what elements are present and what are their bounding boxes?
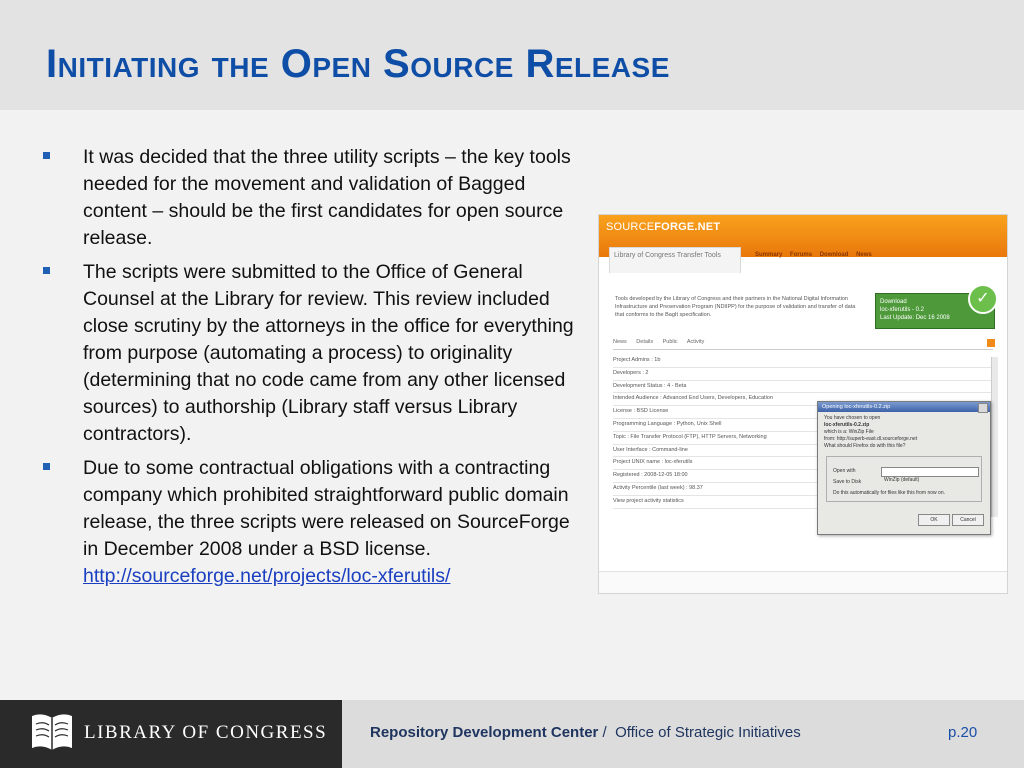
detail-row: Development Status : 4 - Beta: [613, 381, 991, 394]
open-file-dialog: [817, 401, 991, 535]
slide-title: Initiating the Open Source Release: [46, 42, 670, 86]
logo-suffix: FORGE.NET: [654, 221, 721, 233]
detail-row: License : BSD License: [613, 406, 991, 419]
rss-icon: [987, 339, 995, 347]
bullet-square-icon: [43, 267, 50, 274]
app-select: [881, 467, 979, 483]
detail-row: Topic : File Transfer Protocol (FTP), HTTP Servers, Networking: [613, 432, 991, 445]
dialog-question: What should Firefox do with this file?: [824, 443, 906, 449]
detail-tabs: [613, 339, 993, 350]
tab-activity: Activity: [686, 339, 705, 345]
footer-separator: /: [598, 724, 616, 741]
download-text: [880, 298, 950, 322]
nav-news: News: [856, 252, 872, 258]
project-title: Library of Congress Transfer Tools: [609, 247, 741, 273]
detail-row: Project Admins : 1b: [613, 355, 991, 368]
footer-center: [370, 724, 801, 741]
library-wordmark: [84, 722, 327, 744]
close-icon: [978, 403, 988, 413]
detail-row: View project activity statistics: [613, 496, 991, 509]
nav-download: Download: [819, 252, 849, 258]
checkmark-icon: ✓: [968, 284, 998, 314]
dialog-chosen: You have chosen to open: [824, 415, 881, 421]
org-name: LIBRARY OF CONGRESS: [84, 722, 328, 743]
detail-row: Project UNIX name : loc-xferutils: [613, 457, 991, 470]
detail-row: Intended Audience : Advanced End Users, Developers, Education: [613, 393, 991, 406]
footer-center-rest: Office of Strategic Initiatives: [615, 724, 801, 741]
project-description: Tools developed by the Library of Congress and their partners in the National Digital Information Infrastructure and Preservation Program (NDIIPP) for the purpose of validation and transfer of data that conforms to the BagIt specification.: [615, 296, 856, 318]
download-box: [875, 290, 995, 329]
screenshot-footer: [599, 571, 1007, 594]
detail-row: Programming Language : Python, Unix Shell: [613, 419, 991, 432]
sourceforge-link[interactable]: http://sourceforge.net/projects/loc-xferutils/: [83, 565, 451, 587]
detail-row: Developers : 2: [613, 368, 991, 381]
save-label: Save to Disk: [833, 479, 862, 485]
download-label: Download: [880, 299, 907, 305]
dialog-body: [818, 412, 990, 453]
detail-row: Registered : 2008-12-05 18:00: [613, 470, 991, 483]
nav-forums: Forums: [790, 252, 813, 258]
app-select-value: WinZip (default): [884, 477, 920, 483]
sourceforge-logo: [606, 221, 720, 233]
dialog-from: from: http://superb-east.dl.sourceforge.net: [824, 436, 918, 442]
logo-prefix: SOURCE: [606, 221, 655, 233]
dialog-title: Opening loc-xferutils-0.2.zip: [818, 402, 990, 412]
tab-news: News: [613, 339, 627, 345]
bullet-text: Due to some contractual obligations with a contracting company which prohibited straightforward public domain release, the three scripts were released on SourceForge in December 2008 under a BSD license.: [83, 457, 570, 560]
page-number: p.20: [948, 724, 978, 741]
project-nav: [755, 252, 878, 258]
bullet-item: [40, 455, 590, 590]
title-bar: [0, 0, 1024, 110]
library-logo-icon: [30, 712, 74, 752]
scrollbar: [991, 357, 998, 517]
bullet-list: [40, 144, 590, 597]
bullet-item: [40, 259, 590, 448]
bullet-square-icon: [43, 463, 50, 470]
cancel-button: Cancel: [952, 514, 984, 526]
bullet-text: It was decided that the three utility scripts – the key tools needed for the movement and validation of Bagged content – should be the first candidates for open source release.: [83, 146, 571, 249]
detail-row: Activity Percentile (last week) : 98.37: [613, 483, 991, 496]
tab-details: Details: [636, 339, 654, 345]
auto-label: Do this automatically for files like this from now on.: [833, 490, 945, 496]
nav-summary: Summary: [755, 252, 783, 258]
content-area: [0, 110, 1024, 700]
download-file: loc-xferutils - 0.2: [880, 307, 925, 313]
dialog-options: [826, 456, 982, 502]
bullet-text: The scripts were submitted to the Office of General Counsel at the Library for review. This review included close scrutiny by the attorneys in the office for everything from purpose (automating a process) to originality (determining that no code came from any other licensed sources) to authorship (Library staff versus Library contractors).: [83, 261, 574, 445]
ok-button: OK: [918, 514, 950, 526]
download-date: Last Update: Dec 16 2008: [880, 315, 950, 321]
dialog-type: which is a: WinZip File: [824, 429, 874, 435]
detail-row: User Interface : Command-line: [613, 445, 991, 458]
footer-center-bold: Repository Development Center: [370, 724, 599, 741]
bullet-square-icon: [43, 152, 50, 159]
bullet-item: [40, 144, 590, 252]
tab-public: Public: [662, 339, 678, 345]
dialog-file: loc-xferutils-0.2.zip: [824, 422, 870, 428]
open-with-label: Open with: [833, 468, 856, 474]
sourceforge-screenshot: [598, 214, 1008, 594]
